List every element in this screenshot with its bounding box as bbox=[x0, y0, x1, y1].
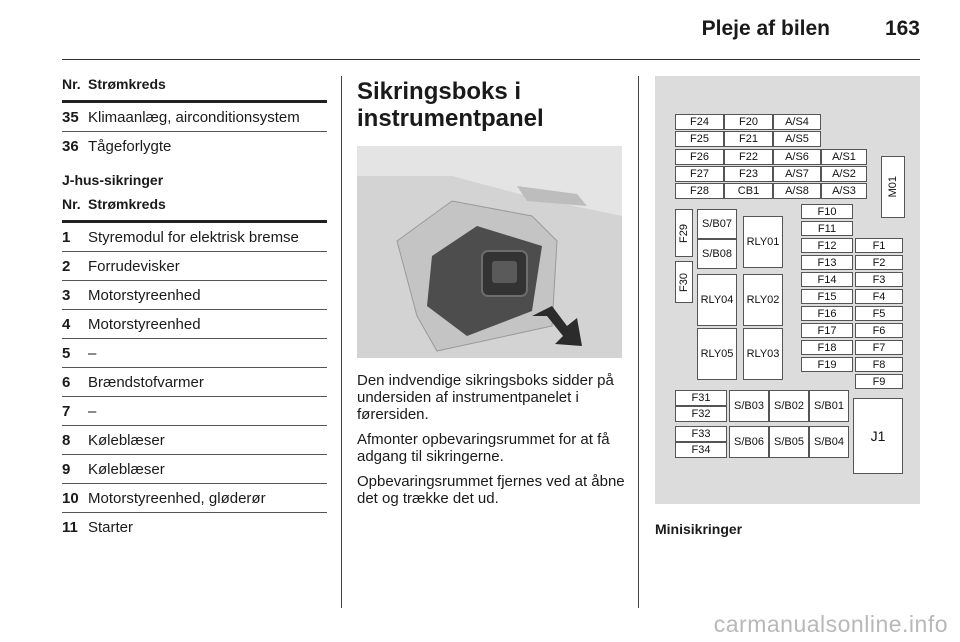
table-row bbox=[62, 223, 327, 252]
fuse-label: A/S4 bbox=[773, 114, 821, 130]
page-number: 163 bbox=[884, 17, 920, 40]
fuse-label: F20 bbox=[724, 114, 773, 130]
row-circuit: – bbox=[88, 402, 97, 420]
fuse-label-text: M01 bbox=[887, 176, 899, 198]
section-title-line: Sikringsboks i bbox=[357, 78, 522, 105]
fuse-label: F19 bbox=[801, 357, 853, 372]
row-nr: 7 bbox=[62, 402, 71, 420]
fuse-label: RLY01 bbox=[743, 216, 783, 268]
fuse-label: F12 bbox=[801, 238, 853, 253]
table-header bbox=[62, 196, 327, 223]
row-circuit: Tågeforlygte bbox=[88, 137, 172, 155]
table-row bbox=[62, 339, 327, 368]
jbox-heading: J-hus-sikringer bbox=[62, 172, 164, 188]
fuse-label: A/S8 bbox=[773, 183, 821, 199]
row-circuit: Motorstyreenhed bbox=[88, 315, 201, 333]
fuse-label: F6 bbox=[855, 323, 903, 338]
fuse-label: S/B02 bbox=[769, 390, 809, 422]
column-header-nr: Nr. bbox=[62, 196, 81, 212]
row-circuit: Klimaanlæg, airconditionsystem bbox=[88, 108, 300, 126]
fuse-label: A/S2 bbox=[821, 166, 867, 182]
table-row bbox=[62, 455, 327, 484]
fuse-label: A/S3 bbox=[821, 183, 867, 199]
diagram-caption: Minisikringer bbox=[655, 521, 743, 537]
paragraph: Opbevaringsrummet fjernes ved at åbne det og trække det ud. bbox=[357, 473, 625, 507]
table-row bbox=[62, 281, 327, 310]
section-body bbox=[357, 372, 625, 507]
paragraph: Afmonter opbevaringsrummet for at få adgang til sikringerne. bbox=[357, 431, 610, 465]
jbox-fuse-table bbox=[62, 196, 327, 541]
fuse-label: F28 bbox=[675, 183, 724, 199]
column-divider bbox=[341, 76, 342, 608]
table-row bbox=[62, 484, 327, 513]
fuse-label: F31 bbox=[675, 390, 727, 406]
row-nr: 5 bbox=[62, 344, 71, 362]
fuse-label-text: F30 bbox=[678, 272, 690, 292]
fuse-layout-diagram bbox=[655, 76, 920, 504]
fuse-label bbox=[881, 156, 905, 218]
right-column bbox=[655, 76, 920, 537]
fuse-label: F11 bbox=[801, 221, 853, 236]
fuse-label bbox=[675, 261, 693, 303]
fuse-label: F10 bbox=[801, 204, 853, 219]
fuse-label: S/B01 bbox=[809, 390, 849, 422]
fuse-label: A/S5 bbox=[773, 131, 821, 147]
row-nr: 9 bbox=[62, 460, 71, 478]
row-circuit: Starter bbox=[88, 518, 134, 536]
row-nr: 3 bbox=[62, 286, 71, 304]
row-nr: 1 bbox=[62, 228, 71, 246]
section-title bbox=[357, 78, 625, 132]
column-header-circuit: Strømkreds bbox=[88, 196, 166, 212]
table-row bbox=[62, 513, 327, 541]
header-title: Pleje af bilen bbox=[701, 17, 830, 40]
fuse-label: RLY03 bbox=[743, 328, 783, 380]
fuse-label: F4 bbox=[855, 289, 903, 304]
row-circuit: Brændstofvarmer bbox=[88, 373, 204, 391]
fuse-table-continued bbox=[62, 76, 327, 160]
fuse-label-text: F29 bbox=[678, 223, 690, 243]
fuse-label: A/S1 bbox=[821, 149, 867, 165]
fuse-label: F14 bbox=[801, 272, 853, 287]
paragraph: Den indvendige sikringsboks sidder på undersiden af instrumentpanelet i førersiden. bbox=[357, 372, 614, 423]
fuse-label: F32 bbox=[675, 406, 727, 422]
fuse-label: S/B04 bbox=[809, 426, 849, 458]
fuse-label: J1 bbox=[853, 398, 903, 474]
column-divider bbox=[638, 76, 639, 608]
fuse-label: RLY02 bbox=[743, 274, 783, 326]
fuse-label: S/B06 bbox=[729, 426, 769, 458]
table-row bbox=[62, 132, 327, 160]
table-row bbox=[62, 368, 327, 397]
column-header-circuit: Strømkreds bbox=[88, 76, 166, 92]
table-row bbox=[62, 397, 327, 426]
row-nr: 35 bbox=[62, 108, 79, 126]
fuse-label: F13 bbox=[801, 255, 853, 270]
table-row bbox=[62, 252, 327, 281]
fuse-label: S/B03 bbox=[729, 390, 769, 422]
header-divider bbox=[62, 59, 920, 60]
fuse-label: F23 bbox=[724, 166, 773, 182]
fuse-label: F27 bbox=[675, 166, 724, 182]
row-circuit: Forrudevisker bbox=[88, 257, 180, 275]
table-row bbox=[62, 426, 327, 455]
fuse-label: F16 bbox=[801, 306, 853, 321]
row-circuit: – bbox=[88, 344, 97, 362]
fuse-label: F7 bbox=[855, 340, 903, 355]
row-circuit: Køleblæser bbox=[88, 431, 165, 449]
table-row bbox=[62, 103, 327, 132]
row-nr: 36 bbox=[62, 137, 79, 155]
fuse-label: RLY05 bbox=[697, 328, 737, 380]
row-circuit: Køleblæser bbox=[88, 460, 165, 478]
fuse-label: RLY04 bbox=[697, 274, 737, 326]
row-nr: 2 bbox=[62, 257, 71, 275]
row-circuit: Motorstyreenhed, gløderør bbox=[88, 489, 266, 507]
fusebox-location-illustration bbox=[357, 146, 622, 358]
left-column bbox=[62, 76, 327, 541]
fuse-label: A/S6 bbox=[773, 149, 821, 165]
fuse-label: F34 bbox=[675, 442, 727, 458]
fuse-label: F5 bbox=[855, 306, 903, 321]
section-title-line: instrumentpanel bbox=[357, 105, 544, 132]
row-nr: 4 bbox=[62, 315, 71, 333]
fusebox-location-photo bbox=[357, 146, 622, 358]
fuse-label: F2 bbox=[855, 255, 903, 270]
fuse-label: CB1 bbox=[724, 183, 773, 199]
fuse-label: F8 bbox=[855, 357, 903, 372]
fuse-label: F25 bbox=[675, 131, 724, 147]
row-nr: 6 bbox=[62, 373, 71, 391]
fuse-label: A/S7 bbox=[773, 166, 821, 182]
fuse-label: F21 bbox=[724, 131, 773, 147]
fuse-label: S/B07 bbox=[697, 209, 737, 239]
fuse-label: F26 bbox=[675, 149, 724, 165]
fuse-label: F9 bbox=[855, 374, 903, 389]
row-circuit: Styremodul for elektrisk bremse bbox=[88, 228, 299, 246]
fuse-label: F15 bbox=[801, 289, 853, 304]
watermark: carmanualsonline.info bbox=[713, 611, 948, 637]
column-header-nr: Nr. bbox=[62, 76, 81, 92]
fuse-label bbox=[675, 209, 693, 257]
fuse-label: F1 bbox=[855, 238, 903, 253]
fuse-label: F18 bbox=[801, 340, 853, 355]
row-nr: 8 bbox=[62, 431, 71, 449]
row-nr: 10 bbox=[62, 489, 79, 507]
row-circuit: Motorstyreenhed bbox=[88, 286, 201, 304]
table-header bbox=[62, 76, 327, 103]
fuse-label: S/B05 bbox=[769, 426, 809, 458]
fuse-label: F24 bbox=[675, 114, 724, 130]
fuse-label: S/B08 bbox=[697, 239, 737, 269]
middle-column bbox=[357, 78, 625, 515]
table-row bbox=[62, 310, 327, 339]
fuse-label: F22 bbox=[724, 149, 773, 165]
row-nr: 11 bbox=[62, 518, 78, 536]
fuse-label: F33 bbox=[675, 426, 727, 442]
fuse-label: F17 bbox=[801, 323, 853, 338]
fuse-label: F3 bbox=[855, 272, 903, 287]
